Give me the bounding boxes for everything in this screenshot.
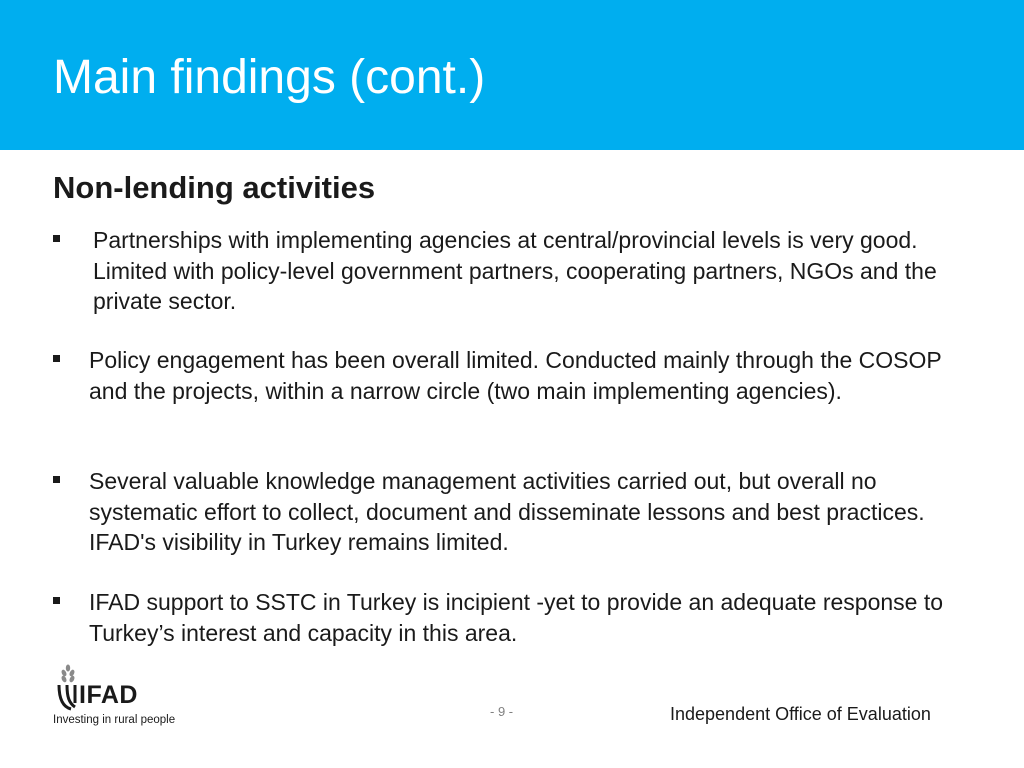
logo-wordmark: IFAD	[79, 681, 138, 709]
bullet-text: Partnerships with implementing agencies at central/provincial levels is very good. Limited with policy-level government partners, cooperating partners, NGOs and the private sector.	[93, 227, 937, 314]
section-heading: Non-lending activities	[53, 170, 376, 205]
bullet-text: Policy engagement has been overall limited. Conducted mainly through the COSOP and the projects, within a narrow circle (two main implementing agencies).	[89, 347, 942, 404]
header-band	[0, 0, 1024, 150]
bullet-square-icon	[53, 476, 60, 483]
bullet-text: IFAD support to SSTC in Turkey is incipient -yet to provide an adequate response to Turkey’s interest and capacity in this area.	[89, 589, 944, 646]
ifad-logo	[53, 663, 193, 733]
logo-tagline: Investing in rural people	[53, 714, 176, 726]
bullet-text: Several valuable knowledge management activities carried out, but overall no systematic effort to collect, document and disseminate lessons and best practices. IFAD's visibility in Turkey remains limited.	[89, 468, 925, 555]
slide-title: Main findings (cont.)	[53, 51, 486, 104]
bullet-square-icon	[53, 235, 60, 242]
footer-office-label: Independent Office of Evaluation	[670, 704, 931, 724]
page-number: - 9 -	[490, 704, 514, 719]
bullet-square-icon	[53, 597, 60, 604]
bullet-square-icon	[53, 355, 60, 362]
